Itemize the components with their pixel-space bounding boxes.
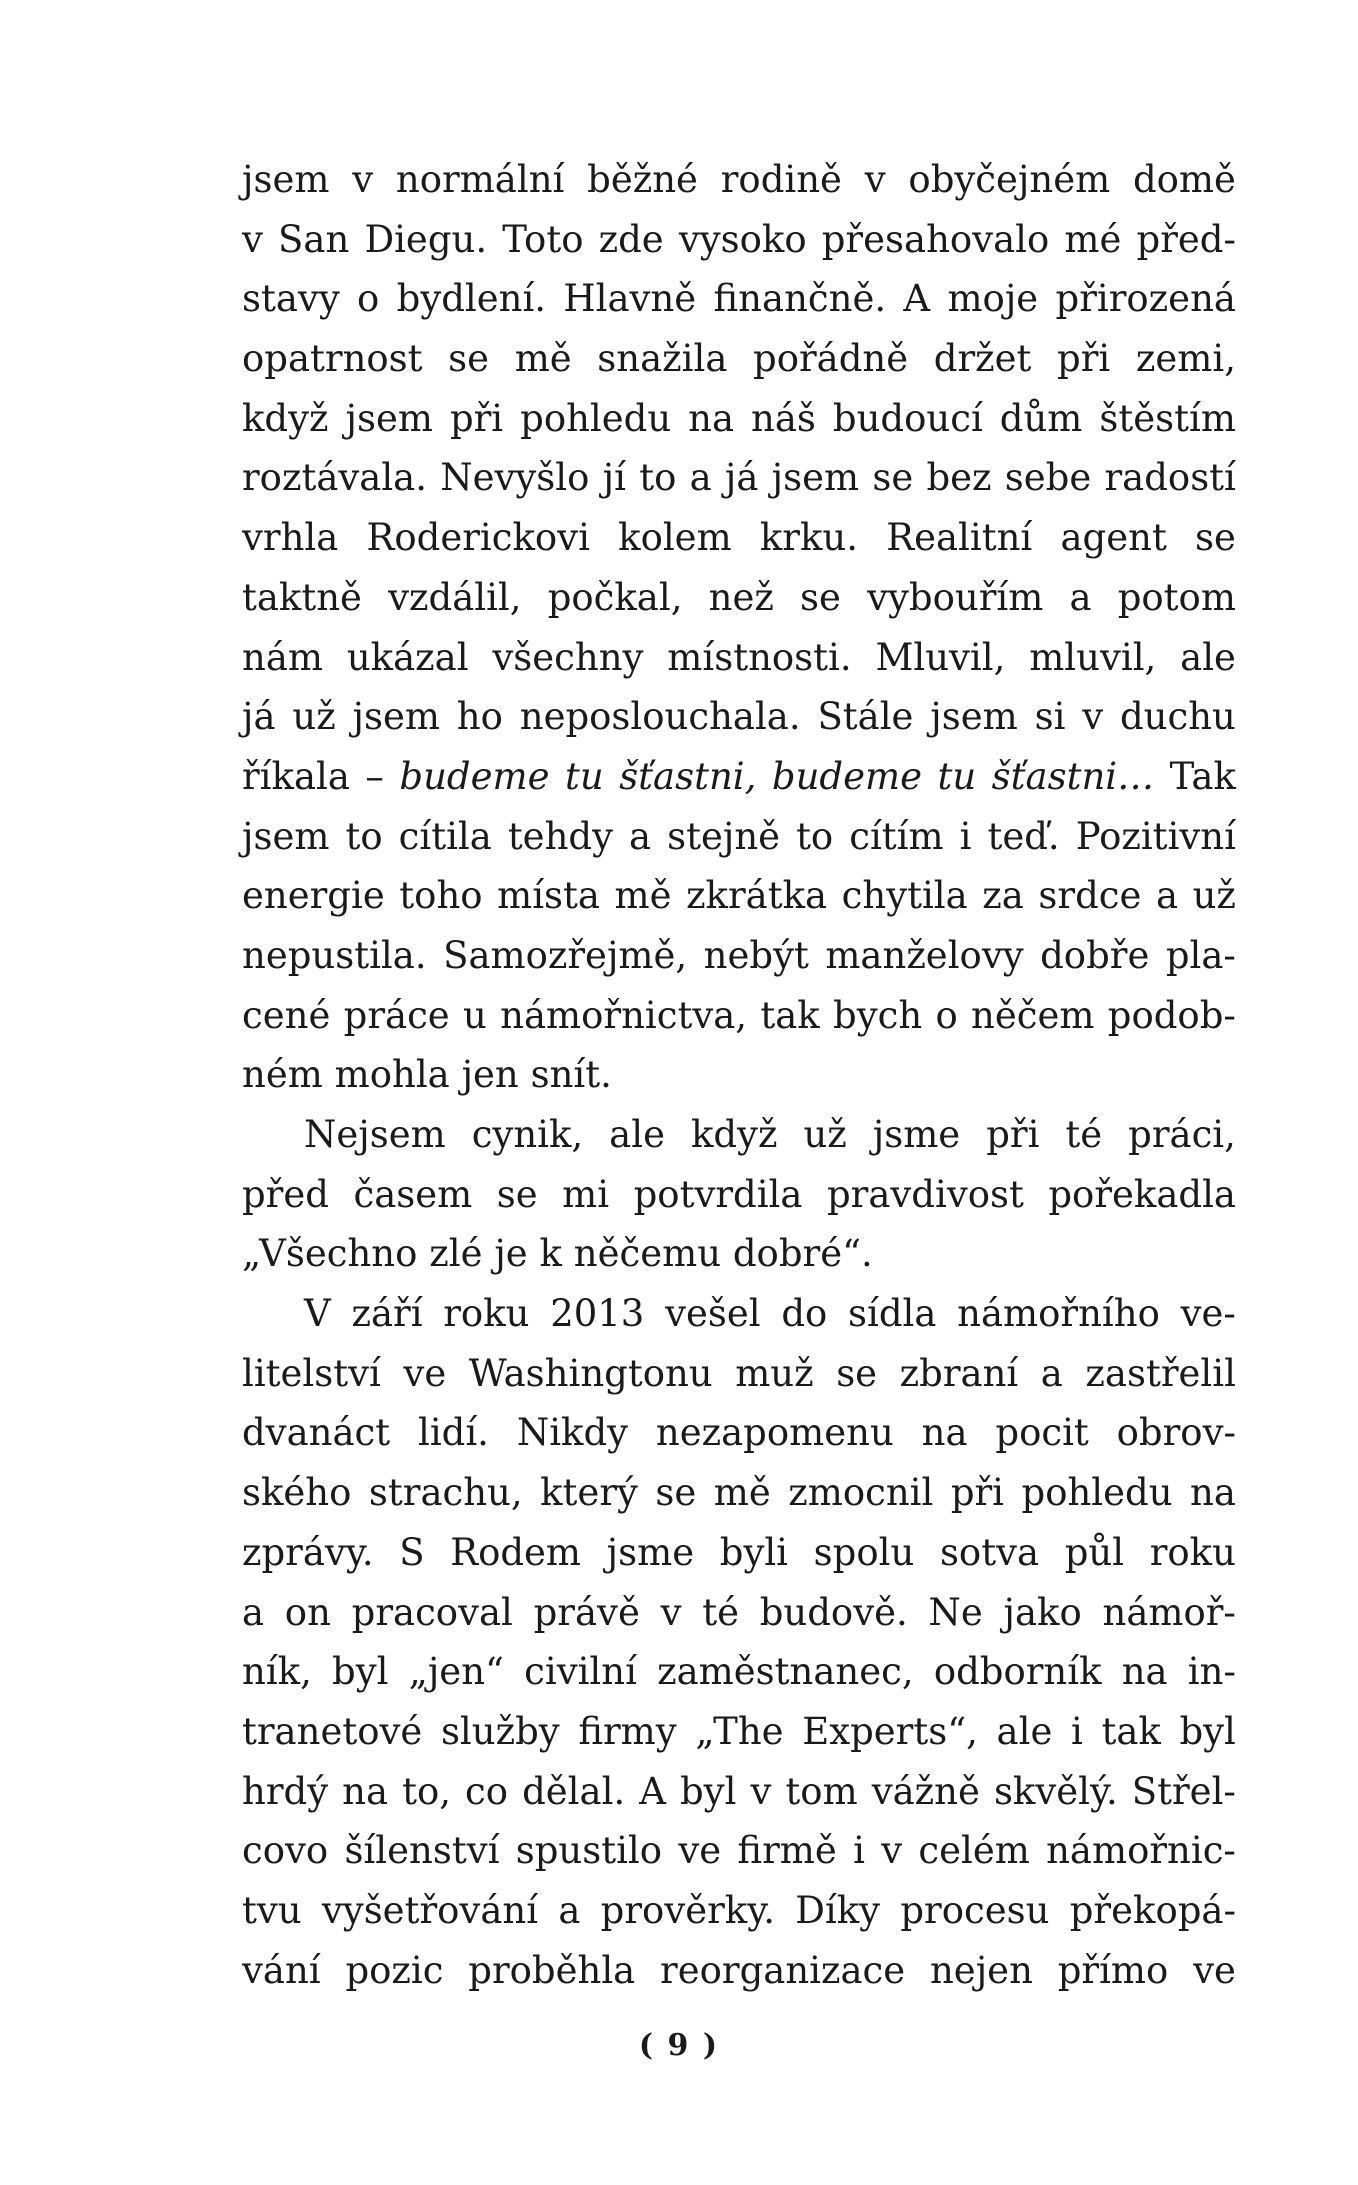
italic-word: šťastni,: [619, 754, 757, 798]
word: jsem: [242, 814, 330, 858]
word: bydlení.: [396, 277, 547, 321]
word: září: [351, 1292, 423, 1336]
word: zbraní: [899, 1351, 1019, 1395]
word: tvu: [242, 1888, 302, 1932]
text-line: [242, 1702, 1236, 1762]
word: tom: [785, 1769, 858, 1813]
word: to: [345, 814, 383, 858]
word: roztávala.: [242, 456, 427, 500]
word: krku.: [759, 516, 859, 560]
word: dobře: [1040, 933, 1150, 977]
word: Tak: [1169, 754, 1236, 798]
word: já: [724, 456, 759, 500]
word: zkrátka: [686, 874, 828, 918]
word: pořádně: [753, 337, 909, 381]
word: covo: [242, 1829, 329, 1873]
word: počkal,: [547, 575, 683, 619]
word: v: [660, 1590, 682, 1634]
word: vybouřím: [867, 575, 1044, 619]
word: pracoval: [351, 1590, 513, 1634]
word: než: [708, 575, 774, 619]
word: na: [1121, 1650, 1168, 1694]
word: firmy: [578, 1709, 677, 1753]
word: in-: [1187, 1650, 1236, 1694]
word: spolu: [813, 1530, 915, 1574]
word: když: [690, 1113, 778, 1156]
word: skvělý.: [993, 1769, 1118, 1813]
page-number: ( 9 ): [638, 2028, 720, 2063]
word: už: [1192, 874, 1236, 918]
word: jsem: [771, 456, 860, 500]
word: právě: [533, 1590, 640, 1634]
word: vážně: [871, 1769, 980, 1813]
word: Mluvil,: [875, 635, 1006, 679]
text-line: [242, 269, 1236, 329]
italic-word: tu: [937, 754, 977, 798]
word: se: [836, 1351, 878, 1395]
word: cítím: [849, 814, 944, 858]
word: jsem: [352, 695, 440, 739]
word: i: [959, 814, 972, 858]
text-line: [242, 1941, 1236, 2001]
word: procesu: [900, 1888, 1050, 1932]
word: to: [639, 456, 677, 500]
word: jsem: [242, 158, 330, 201]
text-line: [242, 1583, 1236, 1643]
word: na: [342, 1769, 389, 1813]
word: překopá-: [1069, 1888, 1236, 1932]
word: nejen: [929, 1948, 1033, 1992]
word: námořního: [957, 1292, 1160, 1336]
word: místa: [497, 874, 600, 918]
word: celém: [918, 1829, 1030, 1873]
word: cítila: [398, 814, 492, 858]
word: vyšetřování: [321, 1888, 539, 1932]
word: na: [688, 396, 735, 440]
word: ukázal: [346, 635, 469, 679]
word: i: [1070, 1709, 1083, 1753]
word: firmě: [737, 1829, 837, 1873]
text-line: [242, 1463, 1236, 1523]
word: zde: [598, 217, 664, 261]
word: Realitní: [886, 516, 1033, 560]
text-line: [242, 1284, 1236, 1344]
word: už: [292, 695, 336, 739]
word: vešel: [665, 1292, 761, 1336]
word: podob-: [1107, 993, 1236, 1037]
word: i: [853, 1829, 865, 1873]
word: v: [1082, 695, 1104, 739]
word: byl: [1179, 1709, 1236, 1753]
word: za: [982, 874, 1024, 918]
word: u: [463, 993, 487, 1037]
word: jsme: [872, 1113, 961, 1156]
word: o: [357, 277, 380, 321]
word: jako: [1003, 1590, 1082, 1634]
word: normální: [395, 158, 565, 201]
word: jí: [602, 456, 626, 500]
text-line: [242, 1224, 1236, 1284]
word: V: [304, 1292, 331, 1336]
word: snít.: [530, 1053, 612, 1097]
word: a: [242, 1590, 265, 1634]
word: potvrdila: [633, 1172, 803, 1216]
text-line: [242, 1821, 1236, 1881]
word: Stále: [817, 695, 914, 739]
word: toho: [399, 874, 483, 918]
word: a: [1155, 874, 1178, 918]
word: obyčejném: [908, 158, 1111, 201]
word: S: [399, 1530, 425, 1574]
word: Nejsem: [304, 1113, 446, 1156]
word: před: [242, 1172, 329, 1216]
word: ník,: [242, 1650, 312, 1694]
word: srdce: [1038, 874, 1142, 918]
word: domě: [1132, 158, 1236, 201]
text-line: [242, 1642, 1236, 1702]
text-line: [242, 687, 1236, 747]
word: při: [950, 1471, 1005, 1515]
word: budoucí: [832, 396, 983, 440]
word: agent: [1060, 516, 1167, 560]
word: pozic: [345, 1948, 444, 1992]
word: nám: [242, 635, 323, 679]
word: zlé: [429, 1232, 483, 1276]
word: A: [639, 1769, 666, 1813]
word: v: [864, 158, 886, 201]
text-line: [242, 1105, 1236, 1165]
word: jsem: [930, 695, 1018, 739]
word: přímo: [1057, 1948, 1169, 1992]
word: Toto: [502, 217, 584, 261]
word: nezapomenu: [655, 1411, 894, 1455]
word: byl: [332, 1650, 389, 1694]
word: Rodem: [450, 1530, 582, 1574]
word: stejně: [667, 814, 781, 858]
word: půl: [1064, 1530, 1125, 1574]
word: námoř-: [1102, 1590, 1236, 1634]
word: pohledu: [1021, 1471, 1173, 1515]
word: byli: [719, 1530, 789, 1574]
word: „jen“: [408, 1650, 504, 1694]
text-line: [242, 150, 1236, 210]
word: se: [1195, 516, 1236, 560]
word: „The: [695, 1709, 784, 1753]
word: k: [539, 1232, 562, 1276]
word: rodině: [720, 158, 842, 201]
italic-word: šťastni…: [991, 754, 1155, 798]
word: ale: [996, 1709, 1053, 1753]
word: tehdy: [507, 814, 613, 858]
word: nepustila.: [242, 933, 427, 977]
word: finančně.: [713, 277, 887, 321]
word: proběhla: [468, 1948, 636, 1992]
word: zprávy.: [242, 1530, 374, 1574]
word: sebe: [1004, 456, 1092, 500]
word: pocit: [995, 1411, 1089, 1455]
word: se: [496, 1172, 538, 1216]
text-line: [242, 1344, 1236, 1404]
word: Roderickovi: [366, 516, 590, 560]
word: při: [1057, 337, 1111, 381]
word: a: [1040, 1351, 1063, 1395]
word: se: [800, 575, 841, 619]
word: pla-: [1165, 933, 1236, 977]
word: Samozřejmě,: [443, 933, 688, 977]
word: práci,: [1128, 1113, 1236, 1156]
word: ve: [403, 1351, 447, 1395]
word: držet: [933, 337, 1032, 381]
text-line: [242, 1045, 1236, 1105]
word: před-: [1136, 217, 1236, 261]
word: když: [242, 396, 329, 440]
word: Diegu.: [364, 217, 488, 261]
word: Díky: [795, 1888, 881, 1932]
word: náš: [751, 396, 816, 440]
word: já: [242, 695, 276, 739]
word: jsme: [606, 1530, 695, 1574]
word: muž: [735, 1351, 814, 1395]
word: pořekadla: [1048, 1172, 1236, 1216]
word: v: [881, 1829, 903, 1873]
word: civilní: [524, 1650, 637, 1694]
word: jsem: [345, 396, 433, 440]
word: při: [986, 1113, 1040, 1156]
word: teď.: [987, 814, 1060, 858]
italic-word: budeme: [399, 754, 550, 798]
word: budově.: [759, 1590, 908, 1634]
word: energie: [242, 874, 385, 918]
word: dům: [999, 396, 1083, 440]
word: se: [448, 337, 490, 381]
word: obrov-: [1116, 1411, 1236, 1455]
word: moje: [947, 277, 1039, 321]
word: snažila: [597, 337, 728, 381]
word: služby: [440, 1709, 560, 1753]
text-line: [242, 329, 1236, 389]
word: byl: [680, 1769, 737, 1813]
word: tak: [1101, 1709, 1161, 1753]
word: sídla: [848, 1292, 937, 1336]
word: potom: [1117, 575, 1236, 619]
word: jen: [461, 1053, 519, 1097]
word: dělal.: [522, 1769, 626, 1813]
word: na: [1190, 1471, 1236, 1515]
word: je: [494, 1232, 528, 1276]
word: a: [689, 456, 712, 500]
word: štěstím: [1099, 396, 1236, 440]
word: mi: [562, 1172, 610, 1216]
text-line: [242, 1762, 1236, 1822]
word: lidí.: [418, 1411, 489, 1455]
word: v: [352, 158, 374, 201]
text-line: [242, 628, 1236, 688]
word: Střel-: [1131, 1769, 1236, 1813]
word: si: [1034, 695, 1066, 739]
word: ho: [456, 695, 503, 739]
word: ve: [1193, 1948, 1236, 1992]
word: místnosti.: [667, 635, 852, 679]
word: vysoko: [678, 217, 807, 261]
word: 2013: [550, 1292, 645, 1336]
word: mě: [713, 1471, 771, 1515]
word: zemi,: [1135, 337, 1236, 381]
word: neposlouchala.: [519, 695, 801, 739]
text-line: [242, 1523, 1236, 1583]
word: a: [629, 814, 652, 858]
word: který: [540, 1471, 638, 1515]
word: manželovy: [825, 933, 1024, 977]
word: ve: [678, 1829, 722, 1873]
body-text: [242, 150, 1236, 2000]
word: se: [655, 1471, 697, 1515]
word: vrhla: [242, 516, 339, 560]
word: a: [1069, 575, 1092, 619]
word: stavy: [242, 277, 340, 321]
text-line: [242, 1165, 1236, 1225]
text-line: [242, 568, 1236, 628]
word: tak: [760, 993, 820, 1037]
text-line: [242, 926, 1236, 986]
word: se: [872, 456, 914, 500]
word: nebýt: [703, 933, 809, 977]
word: hrdý: [242, 1769, 329, 1813]
word: taktně: [242, 575, 362, 619]
word: mluvil,: [1029, 635, 1157, 679]
text-line: [242, 866, 1236, 926]
text-line: [242, 807, 1236, 867]
word: říkala: [242, 754, 350, 798]
text-line: [242, 986, 1236, 1046]
word: běžné: [587, 158, 698, 201]
word: práce: [343, 993, 450, 1037]
word: šílenství: [344, 1829, 500, 1873]
word: odborník: [933, 1650, 1102, 1694]
word: té: [702, 1590, 739, 1634]
word: chytila: [841, 874, 968, 918]
word: on: [284, 1590, 331, 1634]
word: bych: [833, 993, 923, 1037]
word: mě: [514, 337, 572, 381]
word: mě: [614, 874, 672, 918]
word: zmocnil: [788, 1471, 934, 1515]
word: San: [278, 217, 350, 261]
word: té: [1065, 1113, 1103, 1156]
word: do: [781, 1292, 828, 1336]
text-line: [242, 448, 1236, 508]
text-line: [242, 210, 1236, 270]
text-line: [242, 389, 1236, 449]
word: cené: [242, 993, 331, 1037]
word: námořnictva,: [500, 993, 748, 1037]
word: v: [242, 217, 263, 261]
word: prověrky.: [600, 1888, 775, 1932]
italic-word: budeme: [771, 754, 922, 798]
word: časem: [353, 1172, 473, 1216]
word: něčemu: [573, 1232, 722, 1276]
word: dobré“.: [732, 1232, 873, 1276]
text-line: [242, 1881, 1236, 1941]
word: dvanáct: [242, 1411, 391, 1455]
word: roku: [443, 1292, 530, 1336]
word: vání: [242, 1948, 321, 1992]
text-line: [242, 747, 1236, 807]
word: vzdálil,: [388, 575, 522, 619]
word: sotva: [939, 1530, 1040, 1574]
word: námořnic-: [1046, 1829, 1236, 1873]
word: radostí: [1104, 456, 1236, 500]
word: spustilo: [515, 1829, 663, 1873]
word: kolem: [618, 516, 732, 560]
word: už: [803, 1113, 847, 1156]
word: to,: [402, 1769, 451, 1813]
word: „Všechno: [242, 1232, 418, 1276]
word: Ne: [928, 1590, 983, 1634]
text-line: [242, 508, 1236, 568]
word: cynik,: [471, 1113, 584, 1156]
word: roku: [1149, 1530, 1236, 1574]
word: opatrnost: [242, 337, 423, 381]
word: to: [796, 814, 834, 858]
word: co: [465, 1769, 509, 1813]
word: Pozitivní: [1075, 814, 1236, 858]
word: A: [903, 277, 931, 321]
word: všechny: [492, 635, 644, 679]
word: Nikdy: [516, 1411, 629, 1455]
word: Nevyšlo: [440, 456, 590, 500]
word: zastřelil: [1085, 1351, 1236, 1395]
word: strachu,: [368, 1471, 523, 1515]
word: na: [921, 1411, 968, 1455]
text-line: [242, 1403, 1236, 1463]
word: –: [365, 754, 384, 798]
word: ale: [609, 1113, 665, 1156]
word: Washingtonu: [468, 1351, 713, 1395]
word: mé: [1064, 217, 1122, 261]
word: přesahovalo: [821, 217, 1050, 261]
word: v: [750, 1769, 772, 1813]
word: a: [558, 1888, 581, 1932]
word: o: [935, 993, 958, 1037]
word: při: [449, 396, 504, 440]
word: tranetové: [242, 1709, 423, 1753]
word: duchu: [1119, 695, 1236, 739]
word: přirozená: [1055, 277, 1236, 321]
word: bez: [926, 456, 992, 500]
word: pravdivost: [826, 1172, 1024, 1216]
word: reorganizace: [660, 1948, 906, 1992]
word: litelství: [242, 1351, 381, 1395]
word: Experts“,: [802, 1709, 978, 1753]
word: Hlavně: [563, 277, 697, 321]
word: ale: [1180, 635, 1236, 679]
word: mohla: [334, 1053, 450, 1097]
word: ném: [242, 1053, 323, 1097]
italic-word: tu: [564, 754, 604, 798]
word: ve-: [1180, 1292, 1236, 1336]
word: něčem: [971, 993, 1095, 1037]
word: ského: [242, 1471, 352, 1515]
word: zaměstnanec,: [657, 1650, 914, 1694]
word: pohledu: [520, 396, 672, 440]
